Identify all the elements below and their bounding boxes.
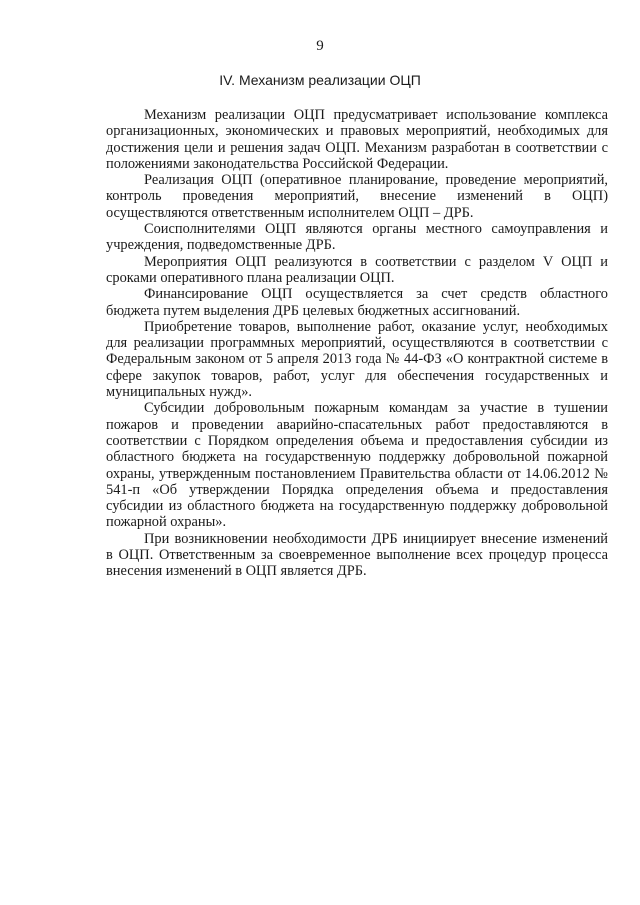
body-text (106, 107, 608, 580)
paragraph-activities: Мероприятия ОЦП реализуются в соответствии с разделом V ОЦП и сроками оперативного плана реализации ОЦП. (106, 253, 608, 286)
paragraph-subsidies: Субсидии добровольным пожарным командам за участие в тушении пожаров и проведении аварийно-спасательных работ предоставляются в соответствии с Порядком определения объема и предоставления субсидии из областного бюджета на государственную поддержку добровольной пожарной охраны, утвержденным постановлением Правительства области от 14.06.2012 № 541-п «Об утверждении Порядка определения объема и предоставления субсидии из областного бюджета на государственную поддержку добровольной пожарной охраны». (106, 400, 608, 531)
paragraph-co-executors: Соисполнителями ОЦП являются органы местного самоуправления и учреждения, подведомственные ДРБ. (106, 221, 608, 254)
paragraph-amendments: При возникновении необходимости ДРБ инициирует внесение изменений в ОЦП. Ответственным за своевременное выполнение всех процедур процесса внесения изменений в ОЦП является ДРБ. (106, 530, 608, 580)
paragraph-implementation: Реализация ОЦП (оперативное планирование, проведение мероприятий, контроль проведения мероприятий, внесение изменений в ОЦП) осуществляются ответственным исполнителем ОЦП – ДРБ. (106, 172, 608, 221)
page-number: 9 (316, 38, 324, 54)
paragraph-procurement: Приобретение товаров, выполнение работ, оказание услуг, необходимых для реализации программных мероприятий, осуществляются в соответствии с Федеральным законом от 5 апреля 2013 года № 44-ФЗ «О контрактной системе в сфере закупок товаров, работ, услуг для обеспечения государственных и муниципальных нужд». (106, 318, 608, 401)
paragraph-financing: Финансирование ОЦП осуществляется за счет средств областного бюджета путем выделения ДРБ целевых бюджетных ассигнований. (106, 286, 608, 319)
section-title: IV. Механизм реализации ОЦП (219, 72, 421, 88)
paragraph-mechanism: Механизм реализации ОЦП предусматривает использование комплекса организационных, экономических и правовых мероприятий, необходимых для достижения цели и решения задач ОЦП. Механизм разработан в соответствии с положениями законодательства Российской Федерации. (106, 107, 608, 172)
